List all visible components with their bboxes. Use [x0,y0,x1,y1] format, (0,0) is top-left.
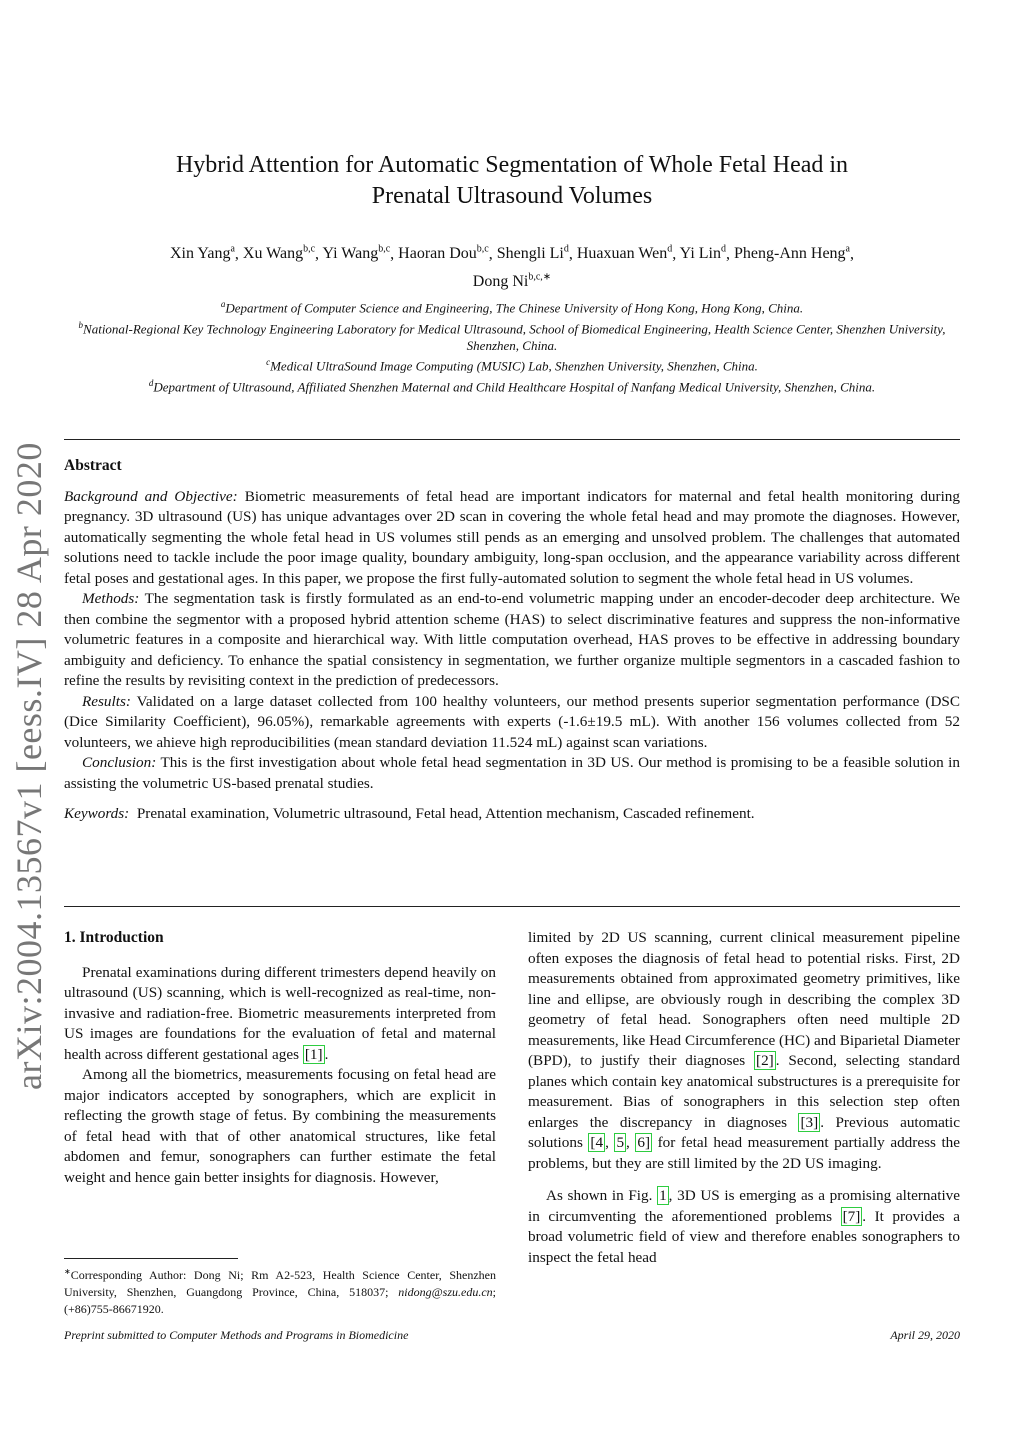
abstract-conclusion: Conclusion: This is the first investigation about whole fetal head segmentation in 3D US. Our method is promising to be a feasible solution in assisting the volumetric US-based prenatal studies. [64,754,960,792]
author: Xin Yang$^a$ [169,244,235,263]
footnote-rule [64,1258,238,1259]
citation-link[interactable]: [7] [842,1207,861,1225]
author: Dong $Ni^{b,c,∗}$ [472,271,552,290]
affiliation: $^a$Department of Computer Science and Engineering, The Chinese University of Hong Kong, Hong Kong, China. [220,299,804,316]
footer-date: April 29, 2020 [890,1328,960,1342]
abstract-bottom-rule [64,906,960,907]
author: Shengli Li$^d$ [496,244,569,263]
abstract-top-rule [64,439,960,440]
intro-paragraph-1: Prenatal examinations during different trimesters depend heavily on ultrasound (US) scanning, which is well-recognized as real-time, non-invasive and radiation-free. Biometric measurements interpreted from US images are foundations for the evaluation of fetal and maternal health across different gestational ages [1] . [64,963,496,1063]
author-list: Xin Yang$^a$, Xu Wang$^{b,c}$, Yi Wang$^{b,c}$, Haoran Dou$^{b,c}$, Shengli Li$^d$, Huaxuan Wen$^d$, Yi Lin$^d$, Pheng-Ann Heng$^a$, Dong $Ni^{b,c,∗}$ [169,244,854,290]
footer-journal: Preprint submitted to Computer Methods and Programs in Biomedicine [64,1328,409,1342]
section-heading-introduction: 1. Introduction [64,929,164,946]
abstract-methods: Methods: The segmentation task is firstly formulated as an end-to-end volumetric mapping under an encoder-decoder deep architecture. We then combine the segmentor with a proposed hybrid attention scheme (HAS) to select discriminative features and suppress the non-informative volumetric features in a composite and hierarchical way. With little computation overhead, HAS proves to be effective in addressing boundary ambiguity and deficiency. To enhance the spatial consistency in segmentation, we further organize multiple segmentors in a cascaded fashion to refine the results by revisiting context in the prediction of predecessors. [64,590,960,689]
author: Yi Lin$^d$ [679,244,726,263]
citation-link[interactable]: [4 [590,1134,604,1151]
author-email[interactable]: nidong@szu.edu.cn [398,1285,493,1299]
left-column [64,928,496,1188]
intro-paragraph-3: limited by 2D US scanning, current clinical measurement pipeline often exposes the diagnosis of fetal head to potential risks. First, 2D measurements obtained from approximated geometry primitives, like line and ellipse, are obviously rough in describing the complex 3D geometry of fetal head. Sonographers often need multiple 2D measurements, like Head Circumference (HC) and Biparietal Diameter (BPD), to justify their diagnoses [2] . Second, selecting standard planes which contain key anatomical substructures is a prerequisite for measurement. Bias of sonographers in this selection step often enlarges the discrepancy in diagnoses [3] . Previous automatic solutions [4 , 5 , 6] for fetal head measurement partially address the problems, but they are still limited by the 2D US imaging. [528,929,961,1172]
abstract-heading: Abstract [64,457,122,474]
author: Haoran Dou$^{b,c}$ [398,244,489,263]
abstract-section [64,456,960,825]
citation-link[interactable]: 6] [637,1134,651,1151]
paper-title [100,150,924,212]
abstract-results: Results: Validated on a large dataset collected from 100 healthy volunteers, our method presents superior segmentation performance (DSC (Dice Similarity Coefficient), 96.05%), remarkable agreements with experts (-1.6±19.5 mL). With another 156 volumes collected from 52 volunteers, we ahieve high reproducibilities (mean standard deviation 11.524 mL) against scan variations. [64,692,960,751]
affiliation: $^d$Department of Ultrasound, Affiliated Shenzhen Maternal and Child Healthcare Hospital of Nanfang Medical University, Shenzhen, China. [148,377,876,395]
affiliations [60,296,964,396]
right-column [528,928,960,1268]
author: Xu Wang$^{b,c}$ [242,244,316,263]
intro-paragraph-2: Among all the biometrics, measurements focusing on fetal head are major indicators accepted by sonographers, which are explicit in reflecting the growth stage of fetus. By combining the measurements of fetal head with that of other anatomical structures, like fetal abdomen and femur, sonographers can further estimate the fetal weight and hence gain better insights for diagnosis. However, [64,1066,496,1186]
citation-link[interactable]: [2] [756,1052,774,1069]
page-footer [64,1328,960,1343]
figure-link[interactable]: 1 [659,1187,667,1204]
citation-link[interactable]: [3] [800,1113,819,1131]
affiliation: $^b$National-Regional Key Technology Engineering Laboratory for Medical Ultrasound, School of Biomedical Engineering, Health Science Center, Shenzhen University, Shenzhen, China. [78,319,946,353]
title-line-2: Prenatal Ultrasound Volumes [371,183,653,209]
title-line-1: Hybrid Attention for Automatic Segmentation of Whole Fetal Head in [175,152,849,178]
abstract-background: Background and Objective: Biometric measurements of fetal head are important indicators for maternal and fetal health monitoring during pregnancy. 3D ultrasound (US) has unique advantages over 2D scan in covering the whole fetal head and may promote the diagnoses. However, automatically segmenting the whole fetal head in US volumes still pends as an emerging and unsolved problem. The challenges that automated solutions need to tackle include the poor image quality, boundary ambiguity, long-span occlusion, and the appearance variability across different fetal poses and gestational ages. In this paper, we propose the first fully-automated solution to segment the whole fetal head in US volumes. [64,487,960,587]
affiliation: $^c$Medical UltraSound Image Computing (MUSIC) Lab, Shenzhen University, Shenzhen, China. [266,357,758,374]
citation-link[interactable]: [1] [304,1045,323,1063]
citation-link[interactable]: 5 [616,1134,625,1151]
author: Yi Wang$^{b,c}$ [322,244,391,263]
keywords: Keywords: Prenatal examination, Volumetric ultrasound, Fetal head, Attention mechanism, Cascaded refinement. [64,805,755,822]
author: Huaxuan Wen$^d$ [576,244,673,263]
intro-paragraph-4: As shown in Fig. 1 , 3D US is emerging as a promising alternative in circumventing the aforementioned problems [7] . It provides a broad volumetric field of view and therefore enables sonographers to inspect the fetal head [528,1187,960,1266]
corresponding-author-footnote: ∗Corresponding Author: Dong Ni; Rm A2-523, Health Science Center, Shenzhen University, Shenzhen, Guangdong Province, China, 518037; nidong@szu.edu.cn; (+86)755-86671920. [64,1267,496,1316]
arxiv-identifier: arXiv:2004.13567v1 [eess.IV] 28 Apr 2020 [9,442,49,1090]
author: Pheng-Ann Heng$^a$ [734,244,850,263]
